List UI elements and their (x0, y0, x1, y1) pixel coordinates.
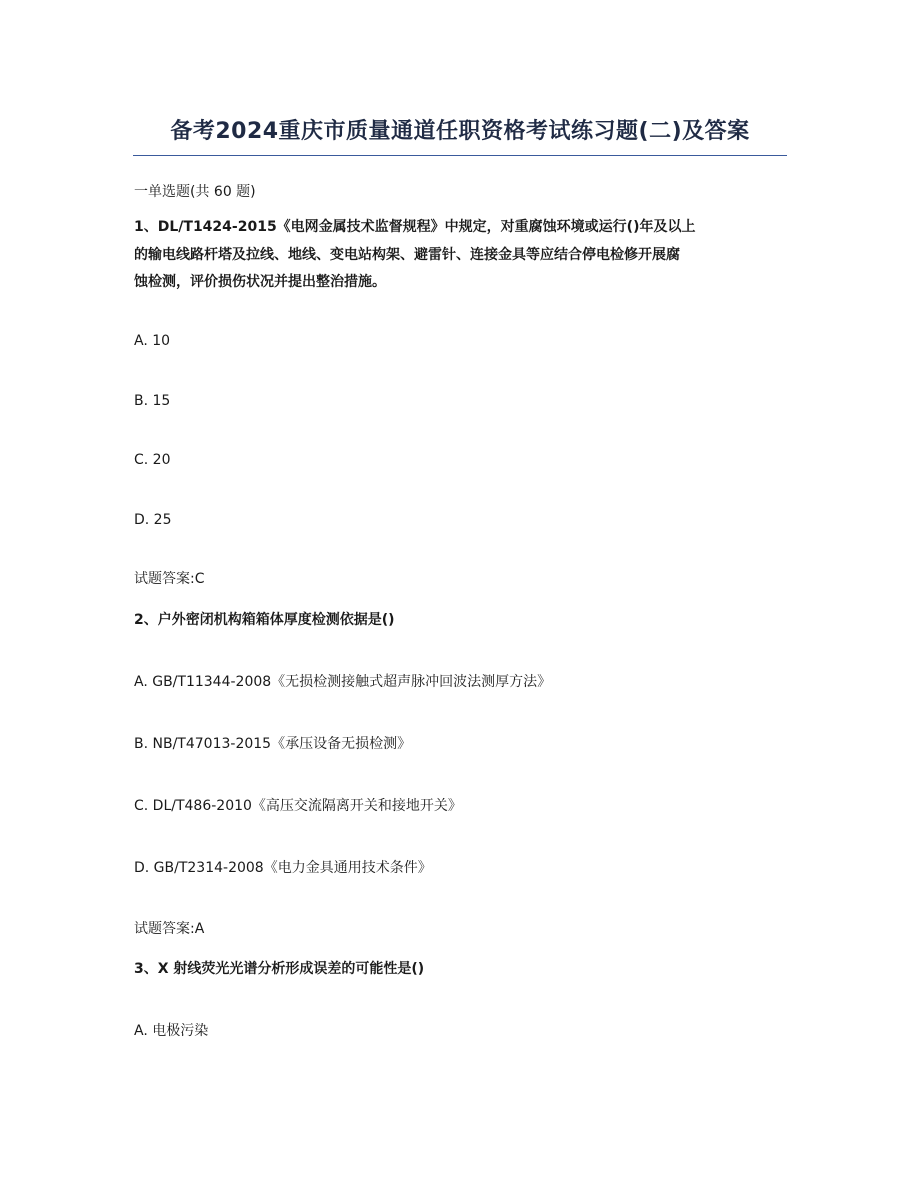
question-2-option-d: D. GB/T2314-2008《电力金具通用技术条件》 (134, 860, 432, 876)
question-2-option-b: B. NB/T47013-2015《承压设备无损检测》 (134, 736, 412, 752)
question-1-answer: 试题答案:C (134, 571, 205, 587)
question-2-option-a: A. GB/T11344-2008《无损检测接触式超声脉冲回波法测厚方法》 (134, 674, 552, 690)
question-1-stem-line-3: 蚀检测，评价损伤状况并提出整治措施。 (134, 274, 386, 290)
question-2-option-c: C. DL/T486-2010《高压交流隔离开关和接地开关》 (134, 798, 462, 814)
title-divider (133, 155, 787, 156)
question-1-option-d: D. 25 (134, 512, 172, 528)
question-1-option-b: B. 15 (134, 393, 171, 409)
page-title: 备考2024重庆市质量通道任职资格考试练习题(二)及答案 (170, 119, 750, 144)
question-2-answer: 试题答案:A (134, 921, 205, 937)
question-1-option-c: C. 20 (134, 452, 171, 468)
question-1-option-a: A. 10 (134, 333, 171, 349)
question-3-stem: 3、X 射线荧光光谱分析形成误差的可能性是() (134, 961, 425, 977)
question-1-stem-line-1: 1、DL/T1424-2015《电网金属技术监督规程》中规定，对重腐蚀环境或运行()年及以上 (134, 219, 696, 235)
question-1-stem-line-2: 的输电线路杆塔及拉线、地线、变电站构架、避雷针、连接金具等应结合停电检修开展腐 (134, 247, 680, 263)
question-2-stem: 2、户外密闭机构箱箱体厚度检测依据是() (134, 612, 395, 628)
section-heading: 一单选题(共 60 题) (134, 184, 256, 200)
question-3-option-a: A. 电极污染 (134, 1023, 209, 1039)
